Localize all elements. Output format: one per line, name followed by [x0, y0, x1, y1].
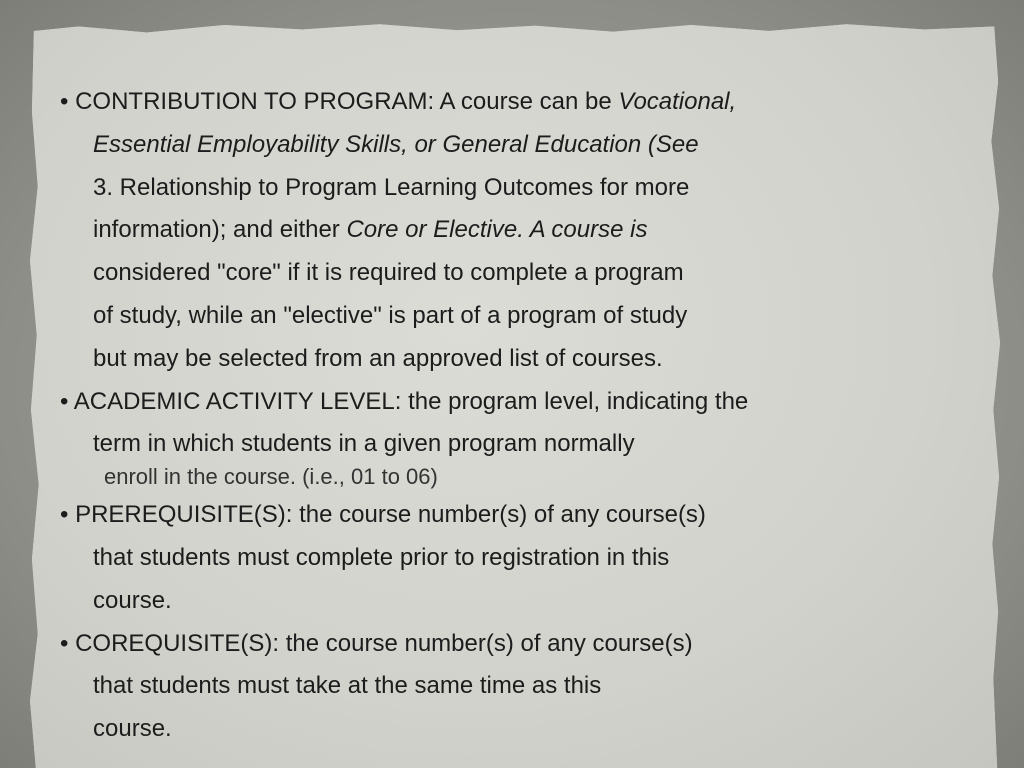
- corequisite-line-1: [60, 624, 940, 667]
- corequisite-line-3: [60, 709, 940, 752]
- contribution-line-1: [60, 82, 940, 125]
- contribution-line-4: [60, 210, 940, 253]
- slide-body-text: [60, 82, 940, 752]
- contribution-line-7: [60, 339, 940, 382]
- text-span: • ACADEMIC ACTIVITY LEVEL: the program level, indicating the: [60, 387, 749, 415]
- text-span: course.: [93, 715, 172, 743]
- text-span: • CONTRIBUTION TO PROGRAM: A course can be: [60, 88, 619, 115]
- italic-span: Vocational,: [618, 88, 737, 115]
- prerequisite-line-2: [60, 538, 940, 581]
- prerequisite-line-3: [60, 581, 940, 624]
- activity-level-line-3: [60, 459, 940, 495]
- text-span: • PREREQUISITE(S): the course number(s) of any course(s): [60, 501, 706, 529]
- text-span: term in which students in a given program normally: [93, 430, 635, 458]
- text-span: course.: [93, 586, 172, 614]
- corequisite-line-2: [60, 666, 940, 709]
- italic-span: Essential Employability Skills, or General Education (See: [93, 130, 699, 158]
- text-span: that students must take at the same time as this: [93, 672, 602, 700]
- contribution-line-2: [60, 125, 940, 168]
- text-span: that students must complete prior to registration in this: [93, 543, 670, 571]
- text-span: • COREQUISITE(S): the course number(s) of any course(s): [60, 629, 693, 657]
- text-span: considered "core" if it is required to complete a program: [93, 259, 684, 287]
- text-span: information); and either: [93, 216, 347, 244]
- contribution-line-6: [60, 296, 940, 339]
- italic-span: Core or Elective. A course is: [346, 216, 648, 244]
- contribution-line-3: [60, 168, 940, 211]
- prerequisite-line-1: [60, 495, 940, 538]
- text-span: enroll in the course. (i.e., 01 to 06): [104, 464, 438, 490]
- contribution-line-5: [60, 253, 940, 296]
- text-span: 3. Relationship to Program Learning Outcomes for more: [93, 173, 690, 201]
- activity-level-line-1: [60, 382, 940, 425]
- text-span: but may be selected from an approved list of courses.: [93, 344, 663, 372]
- text-span: of study, while an "elective" is part of a program of study: [93, 301, 688, 329]
